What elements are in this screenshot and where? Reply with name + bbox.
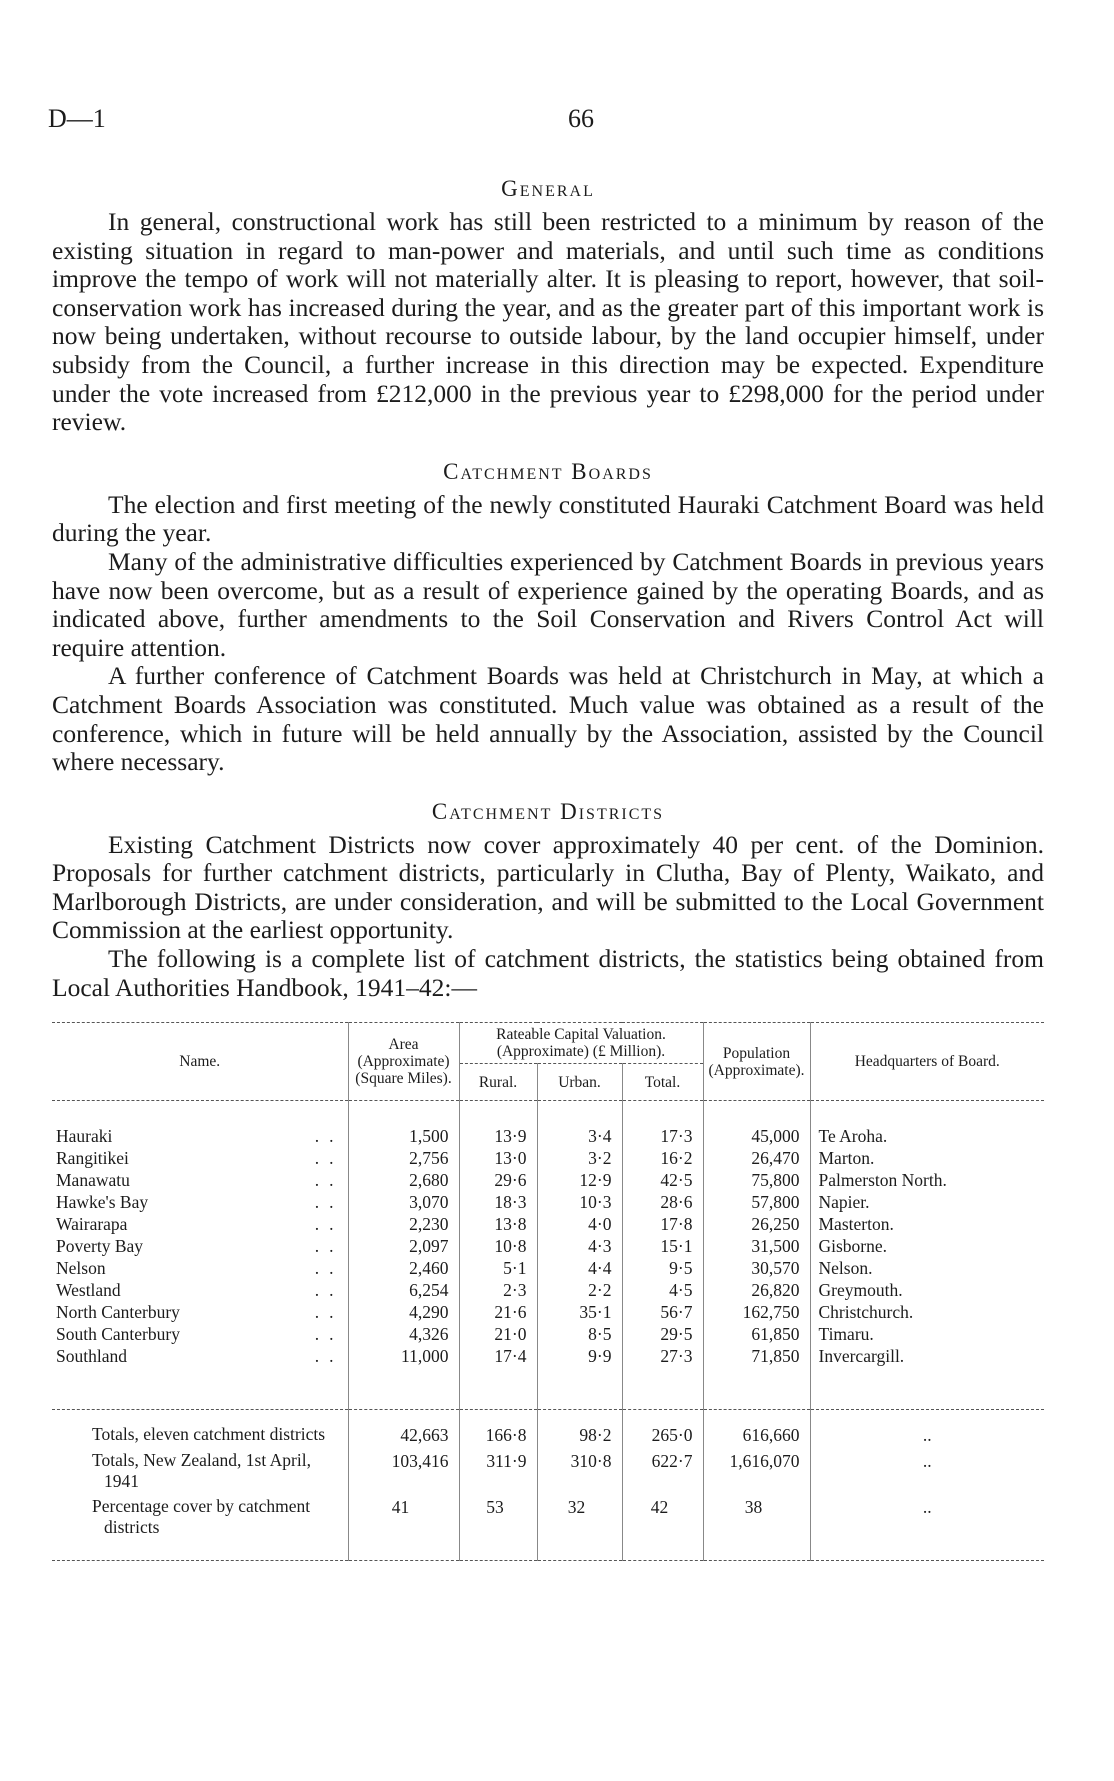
population-cell: 61,850 <box>703 1323 810 1345</box>
total-cell: 28·6 <box>622 1191 703 1213</box>
population-cell: 38 <box>703 1494 810 1540</box>
header-population: Population (Approximate). <box>703 1023 810 1101</box>
urban-cell: 3·2 <box>537 1147 622 1169</box>
urban-cell: 10·3 <box>537 1191 622 1213</box>
headquarters-cell: .. <box>810 1448 1044 1494</box>
header-area: Area (Approximate) (Square Miles). <box>348 1023 459 1101</box>
area-cell: 2,230 <box>348 1213 459 1235</box>
headquarters-cell: Marton. <box>810 1147 1044 1169</box>
population-cell: 616,660 <box>703 1410 810 1449</box>
rural-cell: 13·8 <box>459 1213 537 1235</box>
header-headquarters: Headquarters of Board. <box>810 1023 1044 1101</box>
district-name: Manawatu <box>56 1170 130 1191</box>
headquarters-cell: Palmerston North. <box>810 1169 1044 1191</box>
district-name: North Canterbury <box>56 1302 180 1323</box>
totals-label: Percentage cover by catchment districts <box>92 1496 311 1538</box>
headquarters-cell: .. <box>810 1410 1044 1449</box>
total-cell: 42·5 <box>622 1169 703 1191</box>
population-cell: 162,750 <box>703 1301 810 1323</box>
rural-cell: 29·6 <box>459 1169 537 1191</box>
district-name: South Canterbury <box>56 1324 180 1345</box>
area-cell: 2,460 <box>348 1257 459 1279</box>
table-row: Poverty Bay .. 2,097 10·8 4·3 15·1 31,500 Gisborne. <box>52 1235 1044 1257</box>
header-urban: Urban. <box>537 1064 622 1101</box>
area-cell: 2,756 <box>348 1147 459 1169</box>
table-row: Nelson .. 2,460 5·1 4·4 9·5 30,570 Nelson. <box>52 1257 1044 1279</box>
area-cell: 2,097 <box>348 1235 459 1257</box>
district-name: Westland <box>56 1280 121 1301</box>
rural-cell: 18·3 <box>459 1191 537 1213</box>
paragraph-districts-1: Existing Catchment Districts now cover approximately 40 per cent. of the Dominion. Proposals for further catchment districts, particularly in Clutha, Bay of Plenty, Waikato, and Marlborough Districts, are under consideration, and will be submitted to the Local Government Commission at the earliest opportunity. <box>52 829 1044 945</box>
section-heading-catchment-boards: Catchment Boards <box>443 458 653 484</box>
district-name: Hawke's Bay <box>56 1192 149 1213</box>
headquarters-cell: Masterton. <box>810 1213 1044 1235</box>
catchment-districts-table <box>52 1022 1044 1561</box>
population-cell: 45,000 <box>703 1101 810 1148</box>
urban-cell: 2·2 <box>537 1279 622 1301</box>
table-row: South Canterbury .. 4,326 21·0 8·5 29·5 61,850 Timaru. <box>52 1323 1044 1345</box>
headquarters-cell: .. <box>810 1494 1044 1540</box>
header-rural: Rural. <box>459 1064 537 1101</box>
paragraph-boards-2: Many of the administrative difficulties experienced by Catchment Boards in previous years have now been overcome, but as a result of experience gained by the operating Boards, and as indicated above, further amendments to the Soil Conservation and Rivers Control Act will require attention. <box>52 546 1044 662</box>
header-name: Name. <box>52 1023 348 1101</box>
area-cell: 11,000 <box>348 1345 459 1410</box>
urban-cell: 310·8 <box>537 1448 622 1494</box>
total-cell: 27·3 <box>622 1345 703 1410</box>
urban-cell: 4·4 <box>537 1257 622 1279</box>
population-cell: 1,616,070 <box>703 1448 810 1494</box>
population-cell: 26,470 <box>703 1147 810 1169</box>
totals-row <box>52 1448 1044 1494</box>
header-total: Total. <box>622 1064 703 1101</box>
headquarters-cell: Timaru. <box>810 1323 1044 1345</box>
totals-row <box>52 1494 1044 1540</box>
urban-cell: 35·1 <box>537 1301 622 1323</box>
area-cell: 3,070 <box>348 1191 459 1213</box>
rural-cell: 21·6 <box>459 1301 537 1323</box>
totals-row <box>52 1410 1044 1449</box>
rural-cell: 17·4 <box>459 1345 537 1410</box>
headquarters-cell: Christchurch. <box>810 1301 1044 1323</box>
table-row: Southland .. 11,000 17·4 9·9 27·3 71,850 Invercargill. <box>52 1345 1044 1410</box>
table-row: Rangitikei .. 2,756 13·0 3·2 16·2 26,470 Marton. <box>52 1147 1044 1169</box>
totals-label: Totals, New Zealand, 1st April, 1941 <box>92 1450 311 1492</box>
total-cell: 622·7 <box>622 1448 703 1494</box>
paragraph-districts-2: The following is a complete list of catchment districts, the statistics being obtained from Local Authorities Handbook, 1941–42:— <box>52 944 1044 1002</box>
headquarters-cell: Te Aroha. <box>810 1101 1044 1148</box>
running-header <box>48 104 1068 144</box>
rural-cell: 13·9 <box>459 1101 537 1148</box>
area-cell: 2,680 <box>348 1169 459 1191</box>
document-body <box>52 176 1044 1561</box>
paragraph-boards-1: The election and first meeting of the newly constituted Hauraki Catchment Board was held during the year. <box>52 489 1044 548</box>
district-name: Hauraki <box>56 1126 113 1147</box>
section-heading-catchment-districts: Catchment Districts <box>431 798 665 824</box>
urban-cell: 4·0 <box>537 1213 622 1235</box>
header-valuation: Rateable Capital Valuation. (Approximate) (£ Million). <box>459 1023 703 1064</box>
population-cell: 26,250 <box>703 1213 810 1235</box>
total-cell: 15·1 <box>622 1235 703 1257</box>
table-row: North Canterbury .. 4,290 21·6 35·1 56·7 162,750 Christchurch. <box>52 1301 1044 1323</box>
headquarters-cell: Napier. <box>810 1191 1044 1213</box>
headquarters-cell: Greymouth. <box>810 1279 1044 1301</box>
population-cell: 71,850 <box>703 1345 810 1410</box>
urban-cell: 9·9 <box>537 1345 622 1410</box>
total-cell: 17·8 <box>622 1213 703 1235</box>
rural-cell: 53 <box>459 1494 537 1540</box>
headquarters-cell: Gisborne. <box>810 1235 1044 1257</box>
headquarters-cell: Invercargill. <box>810 1345 1044 1410</box>
urban-cell: 32 <box>537 1494 622 1540</box>
population-cell: 75,800 <box>703 1169 810 1191</box>
urban-cell: 3·4 <box>537 1101 622 1148</box>
urban-cell: 12·9 <box>537 1169 622 1191</box>
area-cell: 4,290 <box>348 1301 459 1323</box>
district-name: Southland <box>56 1346 127 1367</box>
headquarters-cell: Nelson. <box>810 1257 1044 1279</box>
table-row: Westland .. 6,254 2·3 2·2 4·5 26,820 Greymouth. <box>52 1279 1044 1301</box>
page-number: 66 <box>568 104 594 133</box>
total-cell: 17·3 <box>622 1101 703 1148</box>
document-reference: D—1 <box>48 104 106 133</box>
total-cell: 56·7 <box>622 1301 703 1323</box>
area-cell: 42,663 <box>348 1410 459 1449</box>
table-row: Hawke's Bay .. 3,070 18·3 10·3 28·6 57,800 Napier. <box>52 1191 1044 1213</box>
rural-cell: 21·0 <box>459 1323 537 1345</box>
area-cell: 1,500 <box>348 1101 459 1148</box>
area-cell: 103,416 <box>348 1448 459 1494</box>
rural-cell: 10·8 <box>459 1235 537 1257</box>
population-cell: 57,800 <box>703 1191 810 1213</box>
urban-cell: 4·3 <box>537 1235 622 1257</box>
area-cell: 4,326 <box>348 1323 459 1345</box>
rural-cell: 311·9 <box>459 1448 537 1494</box>
total-cell: 29·5 <box>622 1323 703 1345</box>
section-heading-general: General <box>501 176 595 201</box>
district-name: Rangitikei <box>56 1148 129 1169</box>
population-cell: 31,500 <box>703 1235 810 1257</box>
paragraph-general-1: In general, constructional work has still been restricted to a minimum by reason of the existing situation in regard to man-power and materials, and until such time as conditions improve the tempo of work will not materially alter. It is pleasing to report, however, that soil-conservation work has increased during the year, and as the greater part of this important work is now being undertaken, without recourse to outside labour, by the land occupier himself, under subsidy from the Council, a further increase in this direction may be expected. Expenditure under the vote increased from £212,000 in the previous year to £298,000 for the period under review. <box>52 207 1044 437</box>
total-cell: 9·5 <box>622 1257 703 1279</box>
urban-cell: 8·5 <box>537 1323 622 1345</box>
rural-cell: 13·0 <box>459 1147 537 1169</box>
paragraph-boards-3: A further conference of Catchment Boards was held at Christchurch in May, at which a Catchment Boards Association was constituted. Much value was obtained as a result of the conference, which in future will be held annually by the Association, assisted by the Council where necessary. <box>52 661 1044 777</box>
area-cell: 6,254 <box>348 1279 459 1301</box>
total-cell: 265·0 <box>622 1410 703 1449</box>
rural-cell: 2·3 <box>459 1279 537 1301</box>
rural-cell: 5·1 <box>459 1257 537 1279</box>
district-name: Nelson <box>56 1258 106 1279</box>
table-row: Hauraki .. 1,500 13·9 3·4 17·3 45,000 Te Aroha. <box>52 1101 1044 1148</box>
district-name: Wairarapa <box>56 1214 128 1235</box>
table-end-rule <box>52 1540 1044 1561</box>
table-row: Manawatu .. 2,680 29·6 12·9 42·5 75,800 Palmerston North. <box>52 1169 1044 1191</box>
area-cell: 41 <box>348 1494 459 1540</box>
total-cell: 42 <box>622 1494 703 1540</box>
total-cell: 4·5 <box>622 1279 703 1301</box>
rural-cell: 166·8 <box>459 1410 537 1449</box>
urban-cell: 98·2 <box>537 1410 622 1449</box>
total-cell: 16·2 <box>622 1147 703 1169</box>
totals-label: Totals, eleven catchment districts <box>92 1424 326 1445</box>
table-row: Wairarapa .. 2,230 13·8 4·0 17·8 26,250 Masterton. <box>52 1213 1044 1235</box>
population-cell: 30,570 <box>703 1257 810 1279</box>
population-cell: 26,820 <box>703 1279 810 1301</box>
district-name: Poverty Bay <box>56 1236 144 1257</box>
